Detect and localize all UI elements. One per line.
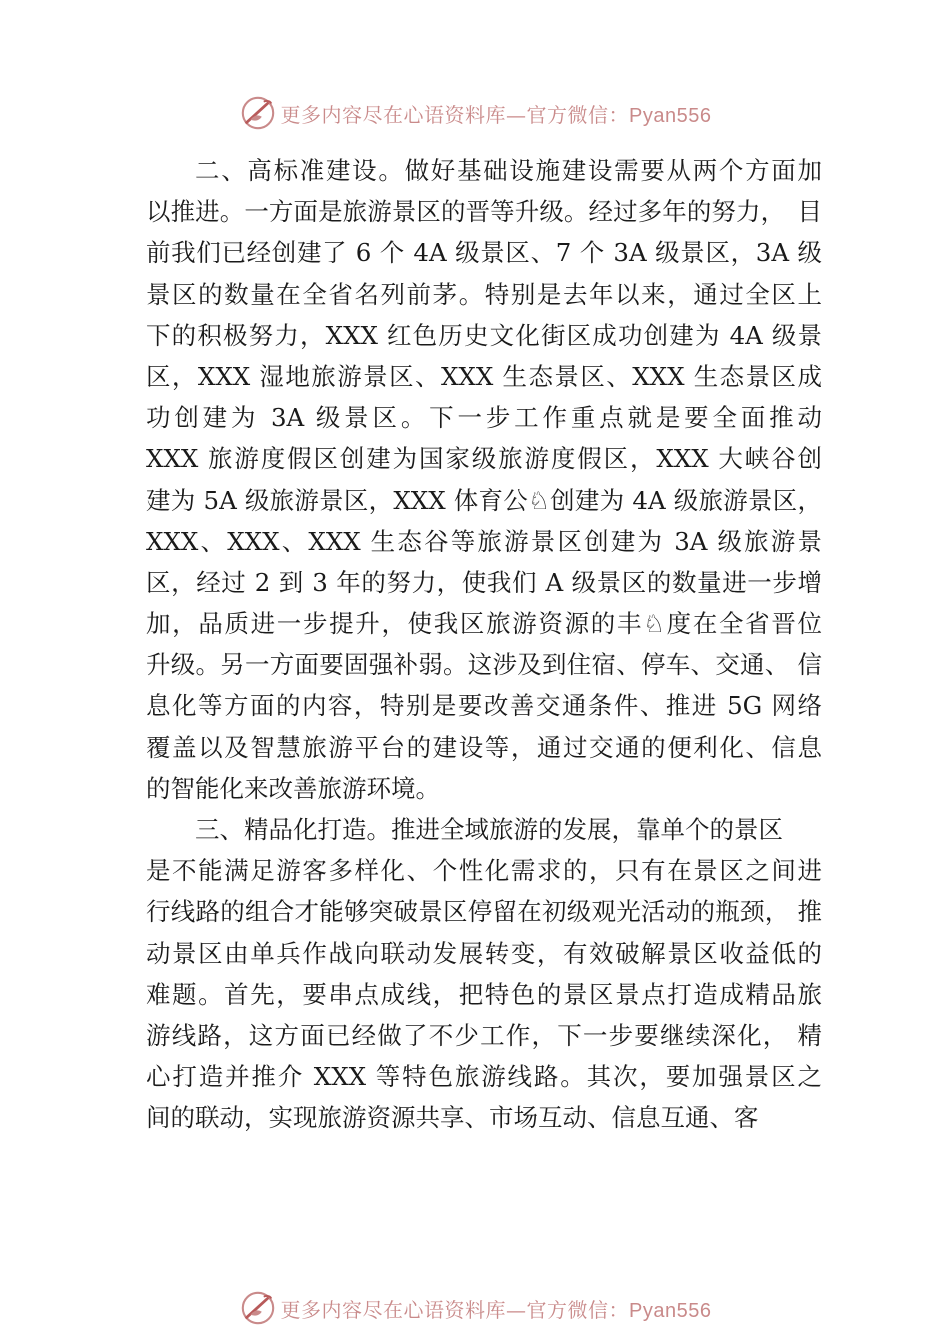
text-line: 行线路的组合才能够突破景区停留在初级观光活动的瓶颈， 推 xyxy=(146,897,822,927)
text-line: XXX 旅游度假区创建为国家级旅游度假区，XXX 大峡谷创 xyxy=(146,444,822,474)
text-line: 是不能满足游客多样化、个性化需求的，只有在景区之间进 xyxy=(146,856,822,886)
text-line: 间的联动，实现旅游资源共享、市场互动、信息互通、客 xyxy=(146,1103,759,1133)
document-body xyxy=(146,150,822,1139)
text-line: 加，品质进一步提升，使我区旅游资源的丰♘度在全省晋位 xyxy=(146,609,822,639)
header-watermark xyxy=(0,93,950,133)
text-line: 下的积极努力，XXX 红色历史文化街区成功创建为 4A 级景 xyxy=(146,320,822,350)
text-line: 升级。另一方面要固强补弱。这涉及到住宿、停车、交通、 信 xyxy=(146,650,822,680)
text-line: 二、高标准建设。做好基础设施建设需要从两个方面加 xyxy=(195,156,822,185)
text-line: 覆盖以及智慧旅游平台的建设等，通过交通的便利化、信息 xyxy=(146,732,822,762)
text-line: XXX、XXX、XXX 生态谷等旅游景区创建为 3A 级旅游景 xyxy=(146,526,822,556)
paragraph-3 xyxy=(146,809,822,1139)
text-line: 游线路，这方面已经做了不少工作，下一步要继续深化， 精 xyxy=(146,1020,822,1050)
footer-watermark xyxy=(0,1288,950,1328)
brush-logo-icon xyxy=(239,94,277,132)
text-line: 区，经过 2 到 3 年的努力，使我们 A 级景区的数量进一步增 xyxy=(146,567,822,597)
text-line: 景区的数量在全省名列前茅。特别是去年以来，通过全区上 xyxy=(146,279,822,309)
text-line: 功创建为 3A 级景区。下一步工作重点就是要全面推动 xyxy=(146,403,822,433)
text-line: 动景区由单兵作战向联动发展转变，有效破解景区收益低的 xyxy=(146,938,822,968)
watermark-text: 更多内容尽在心语资料库—官方微信：Pyan556 xyxy=(280,102,712,127)
text-line: 以推进。一方面是旅游景区的晋等升级。经过多年的努力， 目 xyxy=(146,197,822,227)
text-line: 心打造并推介 XXX 等特色旅游线路。其次，要加强景区之 xyxy=(146,1062,822,1092)
text-line: 前我们已经创建了 6 个 4A 级景区、7 个 3A 级景区，3A 级 xyxy=(146,238,822,268)
watermark-wechat-id: Pyan556 xyxy=(629,1299,712,1322)
text-line: 建为 5A 级旅游景区，XXX 体育公♘创建为 4A 级旅游景区， xyxy=(146,485,822,515)
text-line: 的智能化来改善旅游环境。 xyxy=(146,773,440,803)
brush-logo-icon xyxy=(239,1289,277,1327)
watermark-text: 更多内容尽在心语资料库—官方微信：Pyan556 xyxy=(280,1297,712,1322)
text-line: 息化等方面的内容，特别是要改善交通条件、推进 5G 网络 xyxy=(146,691,822,721)
text-line: 难题。首先，要串点成线，把特色的景区景点打造成精品旅 xyxy=(146,979,822,1009)
text-line: 区，XXX 湿地旅游景区、XXX 生态景区、XXX 生态景区成 xyxy=(146,361,822,391)
paragraph-2 xyxy=(146,150,822,809)
watermark-wechat-id: Pyan556 xyxy=(629,104,712,127)
text-line: 三、精品化打造。推进全域旅游的发展，靠单个的景区 xyxy=(195,815,783,844)
